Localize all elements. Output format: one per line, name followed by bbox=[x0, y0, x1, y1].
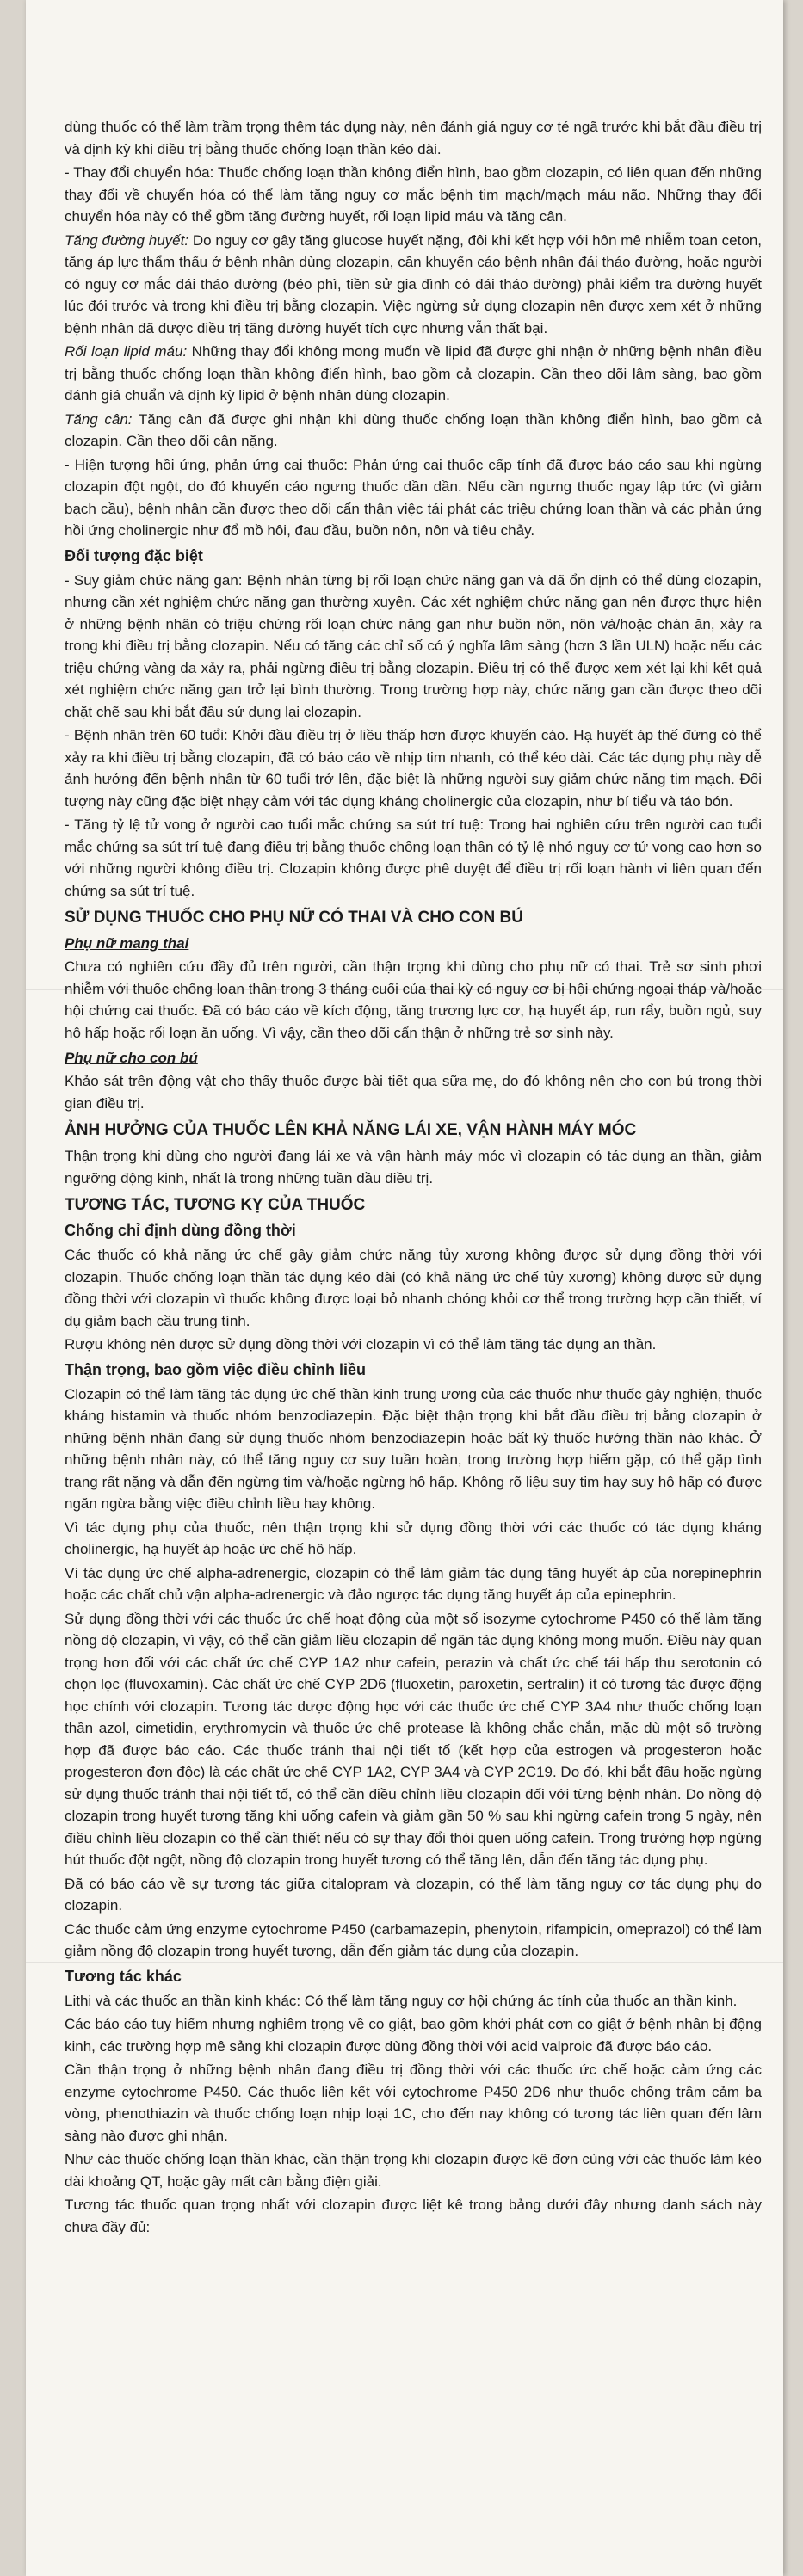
body-paragraph: Rượu không nên được sử dụng đồng thời với clozapin vì có thể làm tăng tác dụng an thần. bbox=[65, 1336, 657, 1353]
body-paragraph: Lithi và các thuốc an thần kinh khác: Có thể làm tăng nguy cơ hội chứng ác tính của thuốc an thần kinh. bbox=[65, 1992, 738, 2009]
subsection-heading: Chống chỉ định dùng đồng thời bbox=[65, 1222, 296, 1239]
paragraph-lead-label: Rối loạn lipid máu: bbox=[65, 343, 188, 360]
section-heading: SỬ DỤNG THUỐC CHO PHỤ NỮ CÓ THAI VÀ CHO CON BÚ bbox=[65, 909, 523, 927]
subsection-heading: Đối tượng đặc biệt bbox=[65, 546, 203, 564]
section-heading: ẢNH HƯỞNG CỦA THUỐC LÊN KHẢ NĂNG LÁI XE, VẬN HÀNH MÁY MÓC bbox=[65, 1121, 637, 1139]
body-paragraph: - Bệnh nhân trên 60 tuổi: Khởi đầu điều trị ở liều thấp hơn được khuyến cáo. Hạ huyết áp thế đứng có thể xảy ra khi điều trị bằng clozapin, đã có báo cáo về nhịp tim nhanh, có thể kéo dài. Các tác dụng phụ này dễ ảnh hưởng đến bệnh nhân từ 60 tuổi trở lên, đặc biệt là những người suy giảm chức năng tim mạch. Đối tượng này cũng đặc biệt nhạy cảm với tác dụng kháng cholinergic của clozapin, như bí tiểu và táo bón. bbox=[65, 727, 762, 810]
paragraph-text: Những thay đổi không mong muốn về lipid đã được ghi nhận ở những bệnh nhân điều trị bằng thuốc chống loạn thần không điển hình, bao gồm cả clozapin. Cần theo dõi lâm sàng, bao gồm đánh giá chuẩn và định kỳ lipid ở bệnh nhân dùng clozapin. bbox=[65, 343, 762, 404]
body-paragraph: Các thuốc có khả năng ức chế gây giảm chức năng tủy xương không được sử dụng đồng thời với clozapin. Thuốc chống loạn thần tác dụng kéo dài (có khả năng ức chế tủy xương) không được sử dụng đồng thời với clozapin vì thuốc không được loại bỏ nhanh chóng khỏi cơ thể trong trường hợp cần thiết, ví dụ giảm bạch cầu trung tính. bbox=[65, 1247, 762, 1329]
body-paragraph bbox=[65, 230, 762, 340]
body-paragraph: Clozapin có thể làm tăng tác dụng ức chế thần kinh trung ương của các thuốc như thuốc gây nghiện, thuốc kháng histamin và thuốc nhóm benzodiazepin. Đặc biệt thận trọng khi bắt đầu điều trị bằng clozapin ở những bệnh nhân đang sử dụng thuốc nhóm benzodiazepin hoặc bất kỳ thuốc hướng thần nào khác. Ở những bệnh nhân này, có thể tăng nguy cơ suy tuần hoàn, trong trường hợp hiếm gặp, có thể gặp tình trạng rất nặng và dẫn đến ngừng tim và/hoặc ngừng hô hấp. Không rõ liệu suy tim hay suy hô hấp có được ngăn ngừa bằng việc điều chỉnh liều hay không. bbox=[65, 1385, 762, 1512]
subheading-italic: Phụ nữ cho con bú bbox=[65, 1050, 198, 1066]
subsection-heading: Tương tác khác bbox=[65, 1967, 182, 1985]
paragraph-lead-label: Tăng cân: bbox=[65, 410, 133, 428]
paragraph-text: Do nguy cơ gây tăng glucose huyết nặng, đôi khi kết hợp với hôn mê nhiễm toan ceton, tăng áp lực thẩm thấu ở bệnh nhân dùng clozapin, cần khuyến cáo bệnh nhân đái tháo đường, hoặc người có nguy cơ mắc đái tháo đường (béo phì, tiền sử gia đình có đái tháo đường) phải kiểm tra đường huyết lúc đói trước và trong khi điều trị bằng clozapin. Việc ngừng sử dụng clozapin nên được xem xét ở những bệnh nhân đã được điều trị tăng đường huyết tích cực nhưng vẫn thất bại. bbox=[65, 231, 762, 336]
body-paragraph: Vì tác dụng ức chế alpha-adrenergic, clozapin có thể làm giảm tác dụng tăng huyết áp của norepinephrin hoặc các chất chủ vận alpha-adrenergic và đảo ngược tác dụng tăng huyết áp của epinephrin. bbox=[65, 1564, 762, 1603]
body-paragraph bbox=[65, 409, 762, 453]
body-paragraph: Các thuốc cảm ứng enzyme cytochrome P450 (carbamazepin, phenytoin, rifampicin, omeprazol) có thể làm giảm nồng độ clozapin trong huyết tương, dẫn đến giảm tác dụng của clozapin. bbox=[65, 1920, 762, 1959]
body-paragraph: Vì tác dụng phụ của thuốc, nên thận trọng khi sử dụng đồng thời với các thuốc có tác dụng kháng cholinergic, hạ huyết áp hoặc ức chế hô hấp. bbox=[65, 1519, 762, 1557]
paragraph-text: Tăng cân đã được ghi nhận khi dùng thuốc chống loạn thần không điển hình, bao gồm cả clozapin. Cần theo dõi cân nặng. bbox=[65, 410, 762, 449]
leaflet-text-body bbox=[65, 116, 762, 2240]
leaflet-page bbox=[26, 0, 783, 2576]
body-paragraph: - Suy giảm chức năng gan: Bệnh nhân từng bị rối loạn chức năng gan và đã ổn định có thể dùng clozapin, nhưng cần xét nghiệm chức năng gan thường xuyên. Các xét nghiệm chức năng gan nên được thực hiện ở những bệnh nhân có triệu chứng rối loạn chức năng gan như buồn nôn, nôn và/hoặc chán ăn, xảy ra trong khi điều trị bằng clozapin. Nếu có tăng các chỉ số có ý nghĩa lâm sàng (hơn 3 lần ULN) hoặc nếu các triệu chứng vàng da xảy ra, phải ngừng điều trị bằng clozapin. Điều trị có thể được xem xét lại khi kết quả xét nghiệm chức năng gan trở lại bình thường. Trong trường hợp này, chức năng gan cần được theo dõi chặt chẽ sau khi bắt đầu sử dụng lại clozapin. bbox=[65, 571, 762, 720]
body-paragraph: Các báo cáo tuy hiếm nhưng nghiêm trọng về co giật, bao gồm khởi phát cơn co giật ở bệnh nhân bị động kinh, các trường hợp mê sảng khi clozapin được dùng đồng thời với acid valproic đã được báo cáo. bbox=[65, 2016, 762, 2055]
body-paragraph: Như các thuốc chống loạn thần khác, cần thận trọng khi clozapin được kê đơn cùng với các thuốc làm kéo dài khoảng QT, hoặc gây mất cân bằng điện giải. bbox=[65, 2151, 762, 2190]
body-paragraph: Sử dụng đồng thời với các thuốc ức chế hoạt động của một số isozyme cytochrome P450 có thể làm tăng nồng độ clozapin, vì vậy, có thể cần giảm liều clozapin để ngăn tác dụng không mong muốn. Điều này quan trọng hơn đối với các chất ức chế CYP 1A2 như cafein, perazin và chất ức chế tái hấp thu serotonin có chọn lọc (fluvoxamin). Các chất ức chế CYP 2D6 (fluoxetin, paroxetin, sertralin) ít có tương tác được động học chính với clozapin. Tương tác dược động học với các thuốc ức chế CYP 3A4 như thuốc chống loạn thần azol, cimetidin, erythromycin và thuốc ức chế protease là không chắc chắn, mặc dù một số trường hợp đã được báo cáo. Các thuốc tránh thai nội tiết tố (kết hợp của estrogen và progesteron hoặc progesteron đơn độc) là các chất ức chế CYP 1A2, CYP 3A4 và CYP 2C19. Do đó, khi bắt đầu hoặc ngừng sử dụng thuốc tránh thai nội tiết tố, có thể cần điều chỉnh liều clozapin đối với từng bệnh nhân. Do nồng độ clozapin trong huyết tương tăng khi uống cafein và giảm gần 50 % sau khi ngừng cafein trong 5 ngày, nên điều chỉnh liều clozapin có thể cần thiết nếu có sự thay đổi thói quen uống cafein. Trong trường hợp ngừng hút thuốc đột ngột, nồng độ clozapin trong huyết tương có thể tăng lên, dẫn đến tăng tác dụng phụ. bbox=[65, 1610, 762, 1868]
paragraph-lead-label: Tăng đường huyết: bbox=[65, 231, 189, 249]
section-heading: TƯƠNG TÁC, TƯƠNG KỴ CỦA THUỐC bbox=[65, 1196, 366, 1214]
body-paragraph bbox=[65, 341, 762, 407]
subsection-heading: Thận trọng, bao gồm việc điều chỉnh liều bbox=[65, 1360, 367, 1378]
body-paragraph: - Tăng tỷ lệ tử vong ở người cao tuổi mắc chứng sa sút trí tuệ: Trong hai nghiên cứu trên người cao tuổi mắc chứng sa sút trí tuệ đang điều trị bằng thuốc chống loạn thần có tỷ lệ nhỏ nguy cơ tử vong cao hơn so với những người không điều trị. Clozapin không được phê duyệt để điều trị rối loạn hành vi liên quan đến chứng sa sút trí tuệ. bbox=[65, 817, 762, 899]
body-paragraph: dùng thuốc có thể làm trầm trọng thêm tác dụng này, nên đánh giá nguy cơ té ngã trước khi bắt đầu điều trị và định kỳ khi điều trị bằng thuốc chống loạn thần kéo dài. bbox=[65, 119, 762, 157]
body-paragraph: - Thay đổi chuyển hóa: Thuốc chống loạn thần không điển hình, bao gồm clozapin, có liên quan đến những thay đổi về chuyển hóa có thể làm tăng nguy cơ mắc bệnh tim mạch/mạch máu não. Những thay đổi chuyển hóa này có thể gồm tăng đường huyết, rối loạn lipid máu và tăng cân. bbox=[65, 164, 762, 225]
body-paragraph: Thận trọng khi dùng cho người đang lái xe và vận hành máy móc vì clozapin có tác dụng an thần, giảm ngưỡng động kinh, nhất là trong những tuần đầu điều trị. bbox=[65, 1148, 762, 1186]
subheading-italic: Phụ nữ mang thai bbox=[65, 935, 189, 952]
body-paragraph: Cần thận trọng ở những bệnh nhân đang điều trị đồng thời với các thuốc ức chế hoặc cảm ứng các enzyme cytochrome P450. Các thuốc liên kết với cytochrome P450 2D6 như thuốc chống trầm cảm ba vòng, phenothiazin và thuốc chống loạn nhịp loại 1C, cho đến nay không có tương tác liên quan đến lâm sàng nào được ghi nhận. bbox=[65, 2061, 762, 2144]
body-paragraph: Chưa có nghiên cứu đầy đủ trên người, cần thận trọng khi dùng cho phụ nữ có thai. Trẻ sơ sinh phơi nhiễm với thuốc chống loạn thần trong 3 tháng cuối của thai kỳ có nguy cơ bị hội chứng ngoại tháp và/hoặc hội chứng cai thuốc. Đã có báo cáo về kích động, tăng trương lực cơ, hạ huyết áp, run rẩy, buồn ngủ, suy hô hấp hoặc rối loạn ăn uống. Vì vậy, cần theo dõi cẩn thận ở những trẻ sơ sinh này. bbox=[65, 958, 762, 1041]
body-paragraph: Tương tác thuốc quan trọng nhất với clozapin được liệt kê trong bảng dưới đây nhưng danh sách này chưa đầy đủ: bbox=[65, 2197, 762, 2235]
body-paragraph: Khảo sát trên động vật cho thấy thuốc được bài tiết qua sữa mẹ, do đó không nên cho con bú trong thời gian điều trị. bbox=[65, 1073, 762, 1112]
body-paragraph: - Hiện tượng hồi ứng, phản ứng cai thuốc: Phản ứng cai thuốc cấp tính đã được báo cáo sau khi ngừng clozapin đột ngột, do đó khuyến cáo ngưng thuốc dần dần. Nếu cần ngưng thuốc ngay lập tức (vì giảm bạch cầu), bệnh nhân cần được theo dõi cẩn thận việc tái phát các triệu chứng loạn thần và các phản ứng hồi ứng cholinergic như đổ mồ hôi, đau đầu, buồn nôn, nôn và tiêu chảy. bbox=[65, 456, 762, 539]
body-paragraph: Đã có báo cáo về sự tương tác giữa citalopram và clozapin, có thể làm tăng nguy cơ tác dụng phụ do clozapin. bbox=[65, 1875, 762, 1914]
